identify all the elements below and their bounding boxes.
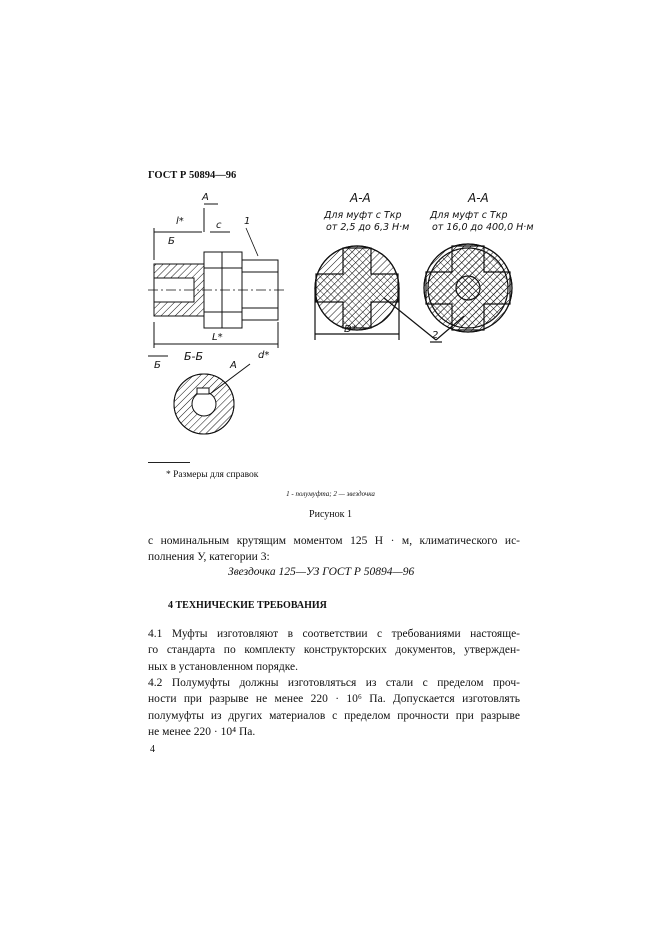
p42-line: 4.2 Полумуфты должны изготовляться из стали с пределом проч- <box>148 677 520 689</box>
document-header: ГОСТ Р 50894—96 <box>148 170 237 181</box>
p41-line: го стандарта по комплекту конструкторских документов, утвержден- <box>148 644 520 657</box>
figure-caption: Рисунок 1 <box>309 509 352 520</box>
paragraph-4-2 <box>148 675 520 741</box>
right-view-note-1: Для муфт с Tкр <box>430 210 508 221</box>
dim-d: d* <box>258 350 270 361</box>
p42-line: не менее 220 · 10⁴ Па. <box>148 726 256 739</box>
dim-c: c <box>216 220 222 231</box>
intro-line: с номинальным крутящим моментом 125 Н · м, климатического ис- <box>148 535 520 547</box>
leader-2: 2 <box>432 330 439 341</box>
callout-a: А <box>202 192 209 203</box>
paragraph-4-1 <box>148 626 520 675</box>
p41-line: ных в установленном порядке. <box>148 660 299 673</box>
p42-line: полумуфты из других материалов с пределом прочности при разрыве <box>148 709 520 722</box>
leader-1: 1 <box>244 216 251 227</box>
right-view-note-2: от 16,0 до 400,0 Н·м <box>432 222 534 233</box>
coupling-figure <box>140 188 540 443</box>
section-a-right-view <box>424 244 512 342</box>
section-a-right-label: А-А <box>468 191 489 205</box>
page-number: 4 <box>150 744 155 755</box>
p42-line: ности при разрыве не менее 220 · 10⁶ Па. Допускается изготовлять <box>148 693 520 706</box>
p41-line: 4.1 Муфты изготовляют в соответствии с требованиями настояще- <box>148 628 520 640</box>
section-b-view <box>174 364 250 434</box>
designation-example: Звездочка 125—УЗ ГОСТ Р 50894—96 <box>228 566 415 578</box>
callout-a-lower: А <box>230 360 237 371</box>
footnote-rule <box>148 462 190 463</box>
footnote: * Размеры для справок <box>166 470 259 480</box>
callout-b-top: Б <box>168 236 175 247</box>
left-view-note-1: Для муфт с Tкр <box>324 210 402 221</box>
dim-l: l* <box>176 216 184 227</box>
section-a-left-view <box>315 246 439 341</box>
section-b-label: Б-Б <box>184 350 204 363</box>
callout-b-bottom: Б <box>154 360 161 371</box>
section-title: 4 ТЕХНИЧЕСКИЕ ТРЕБОВАНИЯ <box>168 600 327 611</box>
intro-line: полнения У, категории 3: <box>148 551 270 564</box>
dim-L: L* <box>212 332 223 343</box>
left-view-note-2: от 2,5 до 6,3 Н·м <box>326 222 410 233</box>
intro-paragraph <box>148 533 520 566</box>
figure-legend: 1 - полумуфта; 2 — звездочка <box>286 490 375 498</box>
dim-D: D* <box>344 324 357 335</box>
section-a-left-label: А-А <box>350 191 371 205</box>
